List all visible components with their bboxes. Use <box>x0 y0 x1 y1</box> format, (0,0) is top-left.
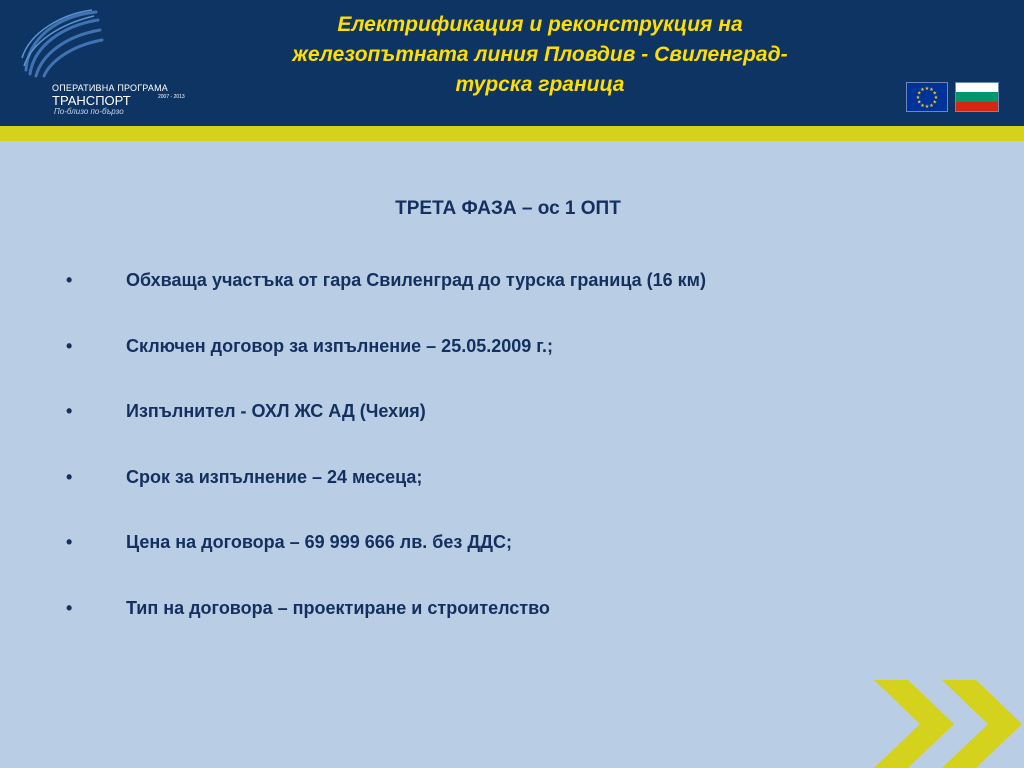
logo-program-label: ОПЕРАТИВНА ПРОГРАМА <box>52 83 168 93</box>
header-bar <box>0 0 1024 126</box>
svg-text:★: ★ <box>933 95 939 101</box>
list-item <box>66 336 966 402</box>
bulgaria-flag-icon <box>955 82 999 112</box>
svg-text:★: ★ <box>915 95 921 101</box>
logo-transport-label: ТРАНСПОРТ <box>52 93 131 108</box>
list-item <box>66 401 966 467</box>
globe-swoosh-icon <box>18 8 108 86</box>
svg-text:★: ★ <box>929 102 934 109</box>
bullet-text: Сключен договор за изпълнение – 25.05.2009 г.; <box>126 335 553 356</box>
svg-text:★: ★ <box>916 90 922 97</box>
bullet-icon: • <box>66 401 73 421</box>
program-logo <box>18 8 188 118</box>
bullet-text: Срок за изпълнение – 24 месеца; <box>126 466 423 487</box>
slide-title-line: железопътната линия Пловдив - Свиленград- <box>292 43 788 66</box>
svg-text:★: ★ <box>920 87 925 94</box>
eu-flag-icon <box>906 82 948 112</box>
svg-text:★: ★ <box>932 99 938 106</box>
bullet-text: Цена на договора – 69 999 666 лв. без ДДС; <box>126 532 512 552</box>
flag-stripe-green <box>956 92 998 101</box>
header-accent-stripe <box>0 126 1024 141</box>
svg-text:★: ★ <box>924 104 930 110</box>
flag-stripe-red <box>956 102 998 111</box>
bullet-icon: • <box>66 532 73 552</box>
svg-text:★: ★ <box>932 90 938 97</box>
svg-text:★: ★ <box>924 86 930 92</box>
bullet-icon: • <box>66 466 73 487</box>
flag-stripe-white <box>956 83 998 92</box>
bullet-text: Изпълнител - ОХЛ ЖС АД (Чехия) <box>126 401 426 421</box>
logo-years: 2007 - 2013 <box>158 94 185 100</box>
bullet-list <box>66 270 966 663</box>
list-item <box>66 270 966 336</box>
list-item <box>66 532 966 598</box>
bullet-text: Обхваща участъка от гара Свиленград до турска граница (16 км) <box>126 270 706 290</box>
logo-slogan: По-близо по-бързо <box>54 107 124 116</box>
slide-title-line: Електрификация и реконструкция на <box>337 13 743 36</box>
slide-title <box>210 10 870 100</box>
list-item <box>66 598 966 664</box>
double-chevron-right-icon <box>870 680 1024 768</box>
svg-text:★: ★ <box>929 87 934 94</box>
slide-title-line: турска граница <box>455 73 625 96</box>
bullet-icon: • <box>66 597 73 618</box>
bullet-icon: • <box>66 270 73 290</box>
bullet-text: Тип на договора – проектиране и строителство <box>126 597 550 618</box>
section-heading: ТРЕТА ФАЗА – ос 1 ОПТ <box>395 198 621 219</box>
list-item <box>66 467 966 533</box>
bullet-icon: • <box>66 335 73 356</box>
svg-text:★: ★ <box>916 99 922 106</box>
svg-text:★: ★ <box>920 102 925 109</box>
